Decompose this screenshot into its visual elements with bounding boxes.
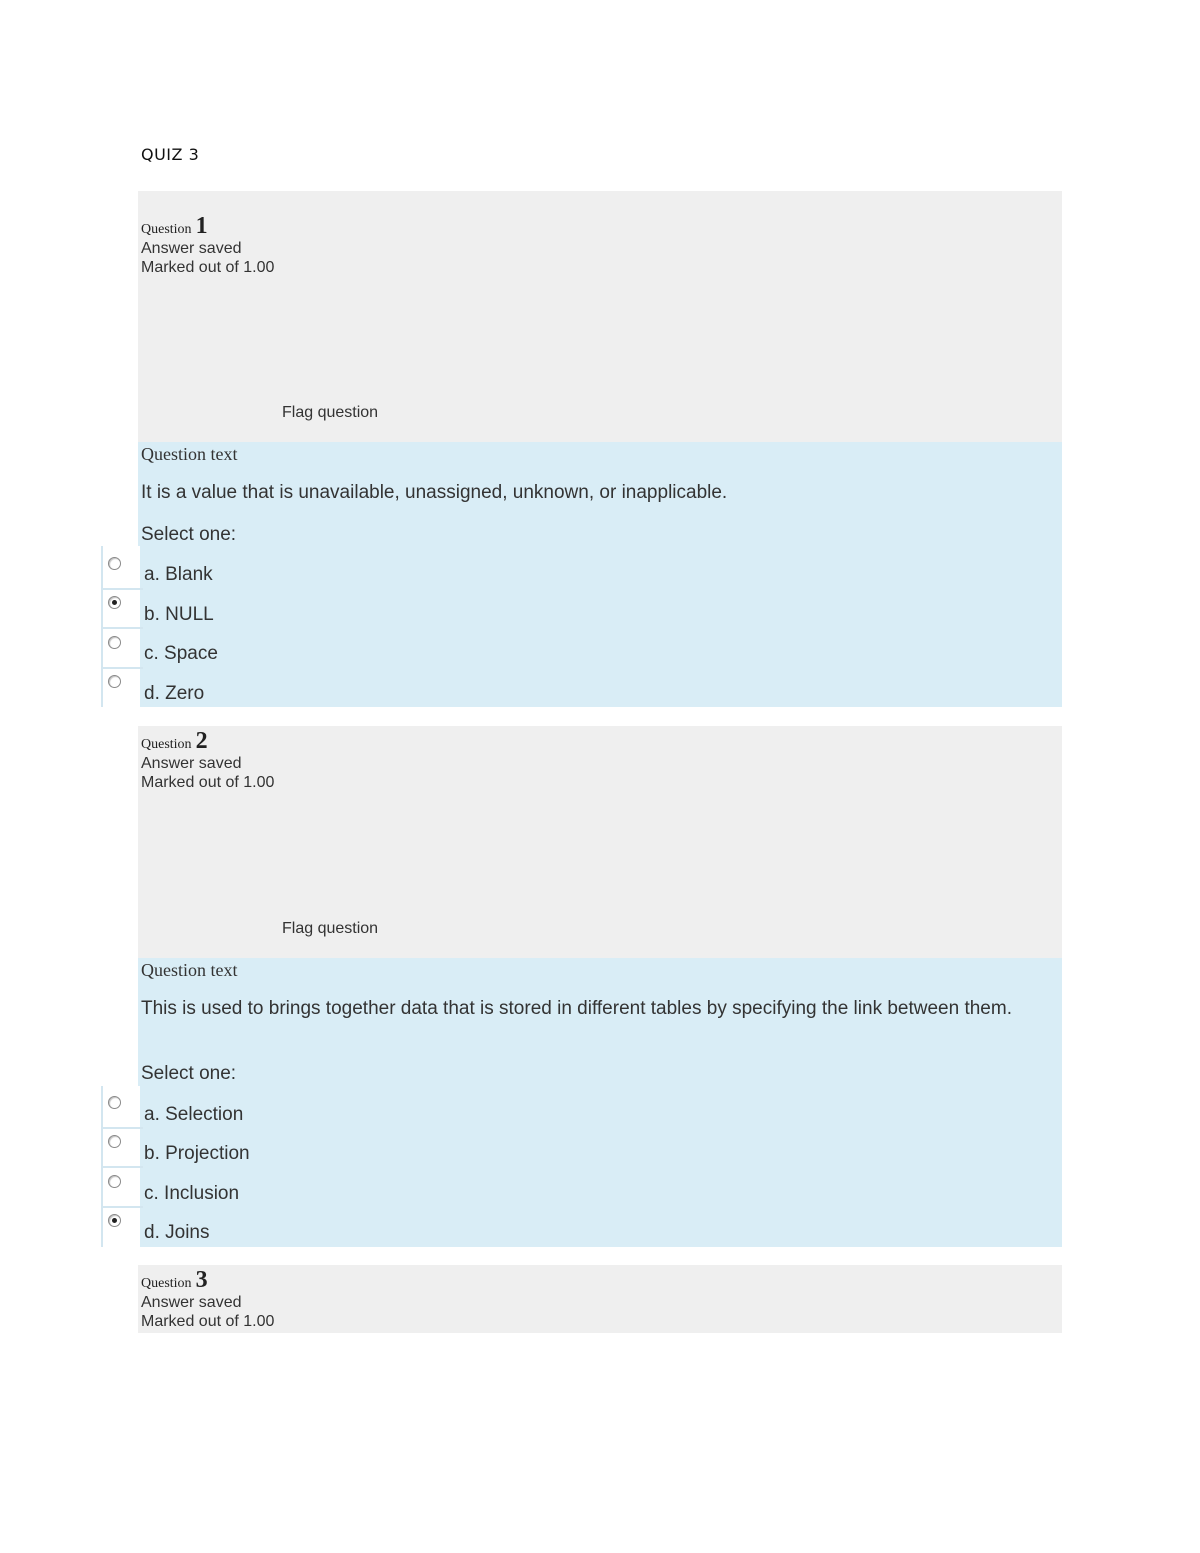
question-2-info [138, 726, 1062, 958]
option-d-radio[interactable] [108, 675, 121, 688]
option-divider [103, 667, 143, 669]
question-state: Answer saved [141, 240, 242, 257]
question-2-content [138, 958, 1062, 1247]
question-text-label: Question text [141, 444, 238, 464]
question-text: This is used to brings together data that is stored in different tables by specifying the link between them. [141, 998, 1012, 1019]
document-title: QUIZ 3 [141, 145, 200, 164]
option-d-radio-selected[interactable] [108, 1214, 121, 1227]
option-a-label[interactable]: a. Selection [144, 1104, 244, 1125]
question-label: Question [141, 222, 192, 237]
option-b-label[interactable]: b. NULL [144, 604, 214, 625]
question-1-content [138, 442, 1062, 707]
question-number [141, 728, 208, 755]
question-grade: Marked out of 1.00 [141, 1313, 275, 1330]
option-divider [103, 627, 143, 629]
option-a-label[interactable]: a. Blank [144, 564, 213, 585]
option-divider [103, 1206, 143, 1208]
option-c-radio[interactable] [108, 636, 121, 649]
question-label: Question [141, 737, 192, 752]
option-b-radio[interactable] [108, 1135, 121, 1148]
question-number-value: 2 [195, 728, 208, 754]
question-state: Answer saved [141, 1294, 242, 1311]
question-state: Answer saved [141, 755, 242, 772]
question-number [141, 1267, 208, 1294]
option-a-radio[interactable] [108, 557, 121, 570]
select-one-prompt: Select one: [141, 524, 237, 545]
option-a-radio[interactable] [108, 1096, 121, 1109]
question-text: It is a value that is unavailable, unassigned, unknown, or inapplicable. [141, 482, 728, 503]
option-b-label[interactable]: b. Projection [144, 1143, 250, 1164]
option-divider [103, 1127, 143, 1129]
option-b-radio-selected[interactable] [108, 596, 121, 609]
question-label: Question [141, 1276, 192, 1291]
option-c-radio[interactable] [108, 1175, 121, 1188]
question-grade: Marked out of 1.00 [141, 774, 275, 791]
question-1-info [138, 191, 1062, 442]
question-number-value: 1 [195, 213, 208, 239]
flag-question-link[interactable]: Flag question [282, 404, 379, 421]
question-3-info [138, 1265, 1062, 1333]
option-divider [103, 1166, 143, 1168]
question-text-label: Question text [141, 960, 238, 980]
option-c-label[interactable]: c. Space [144, 643, 218, 664]
question-number-value: 3 [195, 1267, 208, 1293]
option-d-label[interactable]: d. Joins [144, 1222, 210, 1243]
option-d-label[interactable]: d. Zero [144, 683, 205, 704]
select-one-prompt: Select one: [141, 1063, 237, 1084]
option-c-label[interactable]: c. Inclusion [144, 1183, 240, 1204]
question-grade: Marked out of 1.00 [141, 259, 275, 276]
option-divider [103, 588, 143, 590]
flag-question-link[interactable]: Flag question [282, 920, 379, 937]
question-number [141, 213, 208, 240]
